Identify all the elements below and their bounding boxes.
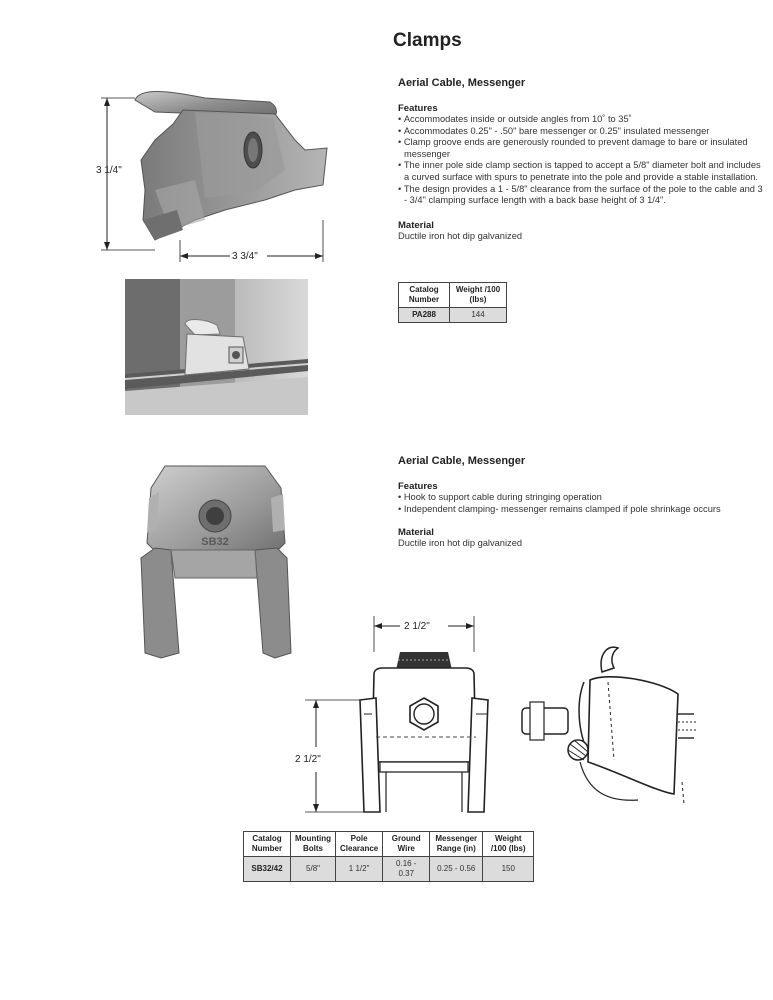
feature-item: • Accommodates inside or outside angles from 10˚ to 35˚ [398, 114, 768, 126]
height-dimension-label: 3 1/4" [96, 165, 122, 176]
table-header: Weight /100 (lbs) [483, 832, 534, 857]
table-cell: SB32/42 [244, 857, 291, 882]
table-cell: PA288 [399, 308, 450, 323]
table-header: Weight /100 (lbs) [450, 283, 507, 308]
product2-section [398, 455, 768, 550]
feature-item: • The design provides a 1 - 5/8" clearance from the surface of the pole to the cable and 3 - 3/4" clamping surface length with a back base height of 3 1/4". [398, 184, 768, 207]
table-header: Pole Clearance [336, 832, 383, 857]
product1-features-heading: Features [398, 103, 438, 114]
feature-item: • Independent clamping- messenger remains clamped if pole shrinkage occurs [398, 504, 768, 516]
table-header: Catalog Number [399, 283, 450, 308]
table-cell: 0.25 - 0.56 [430, 857, 483, 882]
product1-spec-table [398, 282, 507, 323]
clamp-pa288-installation-photo [125, 279, 308, 415]
product1-material: Ductile iron hot dip galvanized [398, 230, 523, 241]
casting-text: SB32 [201, 536, 229, 548]
table-row [244, 857, 534, 882]
width-dimension-label: 3 3/4" [232, 251, 258, 262]
table-header: Messenger Range (in) [430, 832, 483, 857]
product1-material-heading: Material [398, 219, 434, 231]
clamp-pa288-product-image [95, 80, 335, 270]
feature-item: • The inner pole side clamp section is tapped to accept a 5/8" diameter bolt and includes a curved surface with spurs to penetrate into the pole and provide a stable installation. [398, 160, 768, 183]
table-header-row [399, 283, 507, 308]
product1-section [398, 77, 768, 242]
product2-title: Aerial Cable, Messenger [398, 455, 526, 467]
table-cell: 5/8" [291, 857, 336, 882]
product1-title: Aerial Cable, Messenger [398, 77, 526, 89]
page-title: Clamps [393, 30, 462, 51]
clamp-sb32-product-image [135, 458, 297, 663]
product2-material: Ductile iron hot dip galvanized [398, 538, 523, 549]
table-cell: 150 [483, 857, 534, 882]
table-header: Catalog Number [244, 832, 291, 857]
feature-item: • Hook to support cable during stringing operation [398, 492, 768, 504]
table-row [399, 308, 507, 323]
clamp-sb32-side-view-drawing [518, 642, 708, 812]
table-cell: 1 1/2" [336, 857, 383, 882]
table-header: Ground Wire [383, 832, 430, 857]
table-cell: 144 [450, 308, 507, 323]
width-dimension-label-2: 2 1/2" [404, 621, 430, 632]
product1-features-list [398, 114, 768, 207]
feature-item: • Accommodates 0.25" - .50" bare messenger or 0.25" insulated messenger [398, 126, 768, 138]
product2-features-list [398, 492, 768, 515]
table-cell: 0.16 - 0.37 [383, 857, 430, 882]
product2-material-heading: Material [398, 527, 434, 539]
product2-features-heading: Features [398, 481, 438, 492]
clamp-sb32-front-view-drawing [300, 612, 500, 822]
height-dimension-label-2: 2 1/2" [295, 754, 321, 765]
table-header-row [244, 832, 534, 857]
product2-spec-table [243, 831, 534, 882]
table-header: Mounting Bolts [291, 832, 336, 857]
feature-item: • Clamp groove ends are generously rounded to prevent damage to bare or insulated messenger [398, 137, 768, 160]
